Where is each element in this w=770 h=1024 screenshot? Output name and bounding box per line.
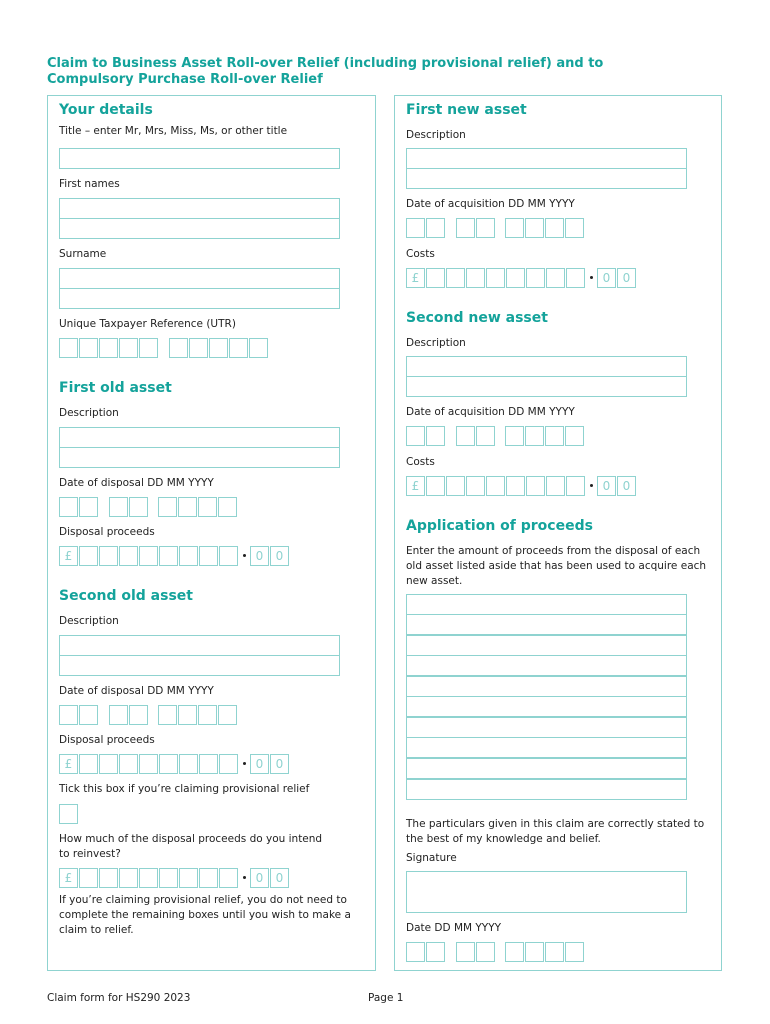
application-line[interactable] — [406, 614, 687, 635]
first-new-date-box[interactable] — [476, 218, 495, 238]
pence-zero: 0 — [617, 476, 636, 496]
signature-date-box[interactable] — [545, 942, 564, 962]
provisional-note-2: complete the remaining boxes until you wish to make a — [59, 909, 351, 921]
first-new-costs-box[interactable] — [446, 268, 465, 288]
decimal-point — [590, 484, 593, 487]
first-old-description-field-2[interactable] — [59, 447, 340, 468]
second-new-date-box[interactable] — [525, 426, 544, 446]
utr-digit-box[interactable] — [99, 338, 118, 358]
first-old-date-box[interactable] — [79, 497, 98, 517]
first-new-costs-box[interactable] — [526, 268, 545, 288]
second-old-proceeds-box[interactable] — [219, 754, 238, 774]
second-old-proceeds-box[interactable] — [159, 754, 178, 774]
footer-form-name: Claim form for HS290 2023 — [47, 992, 191, 1004]
first-new-costs-box[interactable] — [546, 268, 565, 288]
first-names-field-2[interactable] — [59, 218, 340, 239]
first-old-proceeds-box[interactable] — [219, 546, 238, 566]
pence-zero: 0 — [250, 546, 269, 566]
first-new-description-field-2[interactable] — [406, 168, 687, 189]
first-old-proceeds-label: Disposal proceeds — [59, 526, 155, 538]
application-text-1: Enter the amount of proceeds from the disposal of each — [406, 545, 701, 557]
second-old-date-box[interactable] — [109, 705, 128, 725]
application-line[interactable] — [406, 635, 687, 656]
application-line[interactable] — [406, 779, 687, 800]
utr-digit-box[interactable] — [209, 338, 228, 358]
reinvest-amount-box[interactable] — [99, 868, 118, 888]
provisional-relief-checkbox[interactable] — [59, 804, 78, 824]
first-old-date-box[interactable] — [178, 497, 197, 517]
provisional-relief-label: Tick this box if you’re claiming provisional relief — [59, 783, 310, 795]
declaration-2: the best of my knowledge and belief. — [406, 833, 601, 845]
utr-digit-box[interactable] — [139, 338, 158, 358]
signature-date-box[interactable] — [476, 942, 495, 962]
second-new-date-box[interactable] — [505, 426, 524, 446]
first-new-costs-box[interactable] — [486, 268, 505, 288]
first-old-description-label: Description — [59, 407, 119, 419]
pound-sign: £ — [59, 754, 78, 774]
first-old-date-label: Date of disposal DD MM YYYY — [59, 477, 214, 489]
first-old-date-box[interactable] — [158, 497, 177, 517]
first-old-proceeds-box[interactable] — [119, 546, 138, 566]
first-old-proceeds-box[interactable] — [179, 546, 198, 566]
second-old-date-box[interactable] — [198, 705, 217, 725]
application-line[interactable] — [406, 676, 687, 697]
second-new-asset-heading: Second new asset — [406, 310, 548, 326]
second-new-costs-box[interactable] — [446, 476, 465, 496]
reinvest-amount-box[interactable] — [219, 868, 238, 888]
application-text-2: old asset listed aside that has been used to acquire each — [406, 560, 707, 572]
signature-date-box[interactable] — [525, 942, 544, 962]
pence-zero: 0 — [250, 754, 269, 774]
first-old-proceeds-box[interactable] — [99, 546, 118, 566]
first-new-date-label: Date of acquisition DD MM YYYY — [406, 198, 575, 210]
pence-zero: 0 — [270, 754, 289, 774]
pound-sign: £ — [59, 868, 78, 888]
second-old-date-box[interactable] — [178, 705, 197, 725]
second-new-costs-box[interactable] — [466, 476, 485, 496]
pence-zero: 0 — [597, 268, 616, 288]
first-new-description-field-1[interactable] — [406, 148, 687, 169]
first-old-proceeds-box[interactable] — [199, 546, 218, 566]
first-old-description-field-1[interactable] — [59, 427, 340, 448]
utr-digit-box[interactable] — [59, 338, 78, 358]
second-old-description-label: Description — [59, 615, 119, 627]
first-new-costs-label: Costs — [406, 248, 435, 260]
second-new-date-label: Date of acquisition DD MM YYYY — [406, 406, 575, 418]
first-new-costs-box[interactable] — [566, 268, 585, 288]
first-new-date-box[interactable] — [525, 218, 544, 238]
pence-zero: 0 — [270, 546, 289, 566]
second-new-costs-label: Costs — [406, 456, 435, 468]
surname-field-2[interactable] — [59, 288, 340, 309]
first-old-proceeds-box[interactable] — [159, 546, 178, 566]
signature-date-box[interactable] — [406, 942, 425, 962]
second-new-costs-box[interactable] — [566, 476, 585, 496]
second-new-costs-box[interactable] — [526, 476, 545, 496]
decimal-point — [243, 762, 246, 765]
second-new-costs-box[interactable] — [506, 476, 525, 496]
first-new-date-box[interactable] — [426, 218, 445, 238]
utr-digit-box[interactable] — [119, 338, 138, 358]
second-old-proceeds-box[interactable] — [99, 754, 118, 774]
second-new-description-label: Description — [406, 337, 466, 349]
application-line[interactable] — [406, 696, 687, 717]
first-names-label: First names — [59, 178, 120, 190]
form-title: Claim to Business Asset Roll-over Relief (including provisional relief) and to Compulsory Purchase Roll-over Relief — [47, 56, 604, 87]
application-text-3: new asset. — [406, 575, 463, 587]
first-new-date-box[interactable] — [565, 218, 584, 238]
first-old-proceeds-box[interactable] — [139, 546, 158, 566]
first-new-costs-box[interactable] — [426, 268, 445, 288]
title-label: Title – enter Mr, Mrs, Miss, Ms, or other title — [59, 125, 288, 137]
pound-sign: £ — [59, 546, 78, 566]
second-new-date-box[interactable] — [426, 426, 445, 446]
surname-label: Surname — [59, 248, 107, 260]
second-old-proceeds-box[interactable] — [79, 754, 98, 774]
reinvest-label-2: to reinvest? — [59, 848, 121, 860]
second-new-date-box[interactable] — [545, 426, 564, 446]
signature-date-box[interactable] — [426, 942, 445, 962]
pound-sign: £ — [406, 268, 425, 288]
second-old-description-field-1[interactable] — [59, 635, 340, 656]
application-line[interactable] — [406, 717, 687, 738]
second-old-date-box[interactable] — [158, 705, 177, 725]
application-heading: Application of proceeds — [406, 518, 593, 534]
application-line[interactable] — [406, 655, 687, 676]
first-old-asset-heading: First old asset — [59, 380, 172, 396]
decimal-point — [243, 554, 246, 557]
utr-digit-box[interactable] — [249, 338, 268, 358]
second-old-proceeds-box[interactable] — [139, 754, 158, 774]
second-old-proceeds-label: Disposal proceeds — [59, 734, 155, 746]
signature-label: Signature — [406, 852, 457, 864]
reinvest-amount-box[interactable] — [79, 868, 98, 888]
footer-page-number: Page 1 — [368, 992, 404, 1004]
second-old-date-box[interactable] — [79, 705, 98, 725]
utr-digit-box[interactable] — [189, 338, 208, 358]
first-new-date-box[interactable] — [456, 218, 475, 238]
second-new-date-box[interactable] — [406, 426, 425, 446]
reinvest-label-1: How much of the disposal proceeds do you intend — [59, 833, 323, 845]
first-new-date-box[interactable] — [505, 218, 524, 238]
second-old-asset-heading: Second old asset — [59, 588, 193, 604]
reinvest-amount-box[interactable] — [139, 868, 158, 888]
second-new-date-box[interactable] — [476, 426, 495, 446]
second-old-proceeds-box[interactable] — [179, 754, 198, 774]
first-new-description-label: Description — [406, 129, 466, 141]
first-old-date-box[interactable] — [129, 497, 148, 517]
pound-sign: £ — [406, 476, 425, 496]
first-new-date-box[interactable] — [406, 218, 425, 238]
utr-label: Unique Taxpayer Reference (UTR) — [59, 318, 236, 330]
declaration-1: The particulars given in this claim are correctly stated to — [406, 818, 705, 830]
application-line[interactable] — [406, 737, 687, 758]
first-new-date-box[interactable] — [545, 218, 564, 238]
provisional-note-1: If you’re claiming provisional relief, you do not need to — [59, 894, 347, 906]
signature-date-box[interactable] — [456, 942, 475, 962]
second-old-description-field-2[interactable] — [59, 655, 340, 676]
reinvest-amount-box[interactable] — [119, 868, 138, 888]
provisional-note-3: claim to relief. — [59, 924, 134, 936]
second-new-date-box[interactable] — [456, 426, 475, 446]
second-new-description-field-1[interactable] — [406, 356, 687, 377]
first-old-date-box[interactable] — [109, 497, 128, 517]
first-new-asset-heading: First new asset — [406, 102, 527, 118]
first-names-field-1[interactable] — [59, 198, 340, 219]
first-old-date-box[interactable] — [59, 497, 78, 517]
second-new-costs-box[interactable] — [486, 476, 505, 496]
utr-digit-box[interactable] — [79, 338, 98, 358]
pence-zero: 0 — [270, 868, 289, 888]
second-old-proceeds-box[interactable] — [119, 754, 138, 774]
utr-digit-box[interactable] — [229, 338, 248, 358]
application-line[interactable] — [406, 758, 687, 779]
second-new-costs-box[interactable] — [546, 476, 565, 496]
pence-zero: 0 — [617, 268, 636, 288]
your-details-heading: Your details — [59, 102, 153, 118]
first-old-date-box[interactable] — [218, 497, 237, 517]
second-new-date-box[interactable] — [565, 426, 584, 446]
second-new-description-field-2[interactable] — [406, 376, 687, 397]
second-new-costs-box[interactable] — [426, 476, 445, 496]
signature-field[interactable] — [406, 871, 687, 913]
reinvest-amount-box[interactable] — [199, 868, 218, 888]
decimal-point — [590, 276, 593, 279]
surname-field-1[interactable] — [59, 268, 340, 289]
application-line[interactable] — [406, 594, 687, 615]
first-old-date-box[interactable] — [198, 497, 217, 517]
second-old-date-box[interactable] — [129, 705, 148, 725]
second-old-date-box[interactable] — [218, 705, 237, 725]
reinvest-amount-box[interactable] — [179, 868, 198, 888]
reinvest-amount-box[interactable] — [159, 868, 178, 888]
signature-date-box[interactable] — [565, 942, 584, 962]
decimal-point — [243, 876, 246, 879]
signature-date-box[interactable] — [505, 942, 524, 962]
pence-zero: 0 — [250, 868, 269, 888]
first-new-costs-box[interactable] — [506, 268, 525, 288]
utr-digit-box[interactable] — [169, 338, 188, 358]
second-old-date-box[interactable] — [59, 705, 78, 725]
pence-zero: 0 — [597, 476, 616, 496]
title-field[interactable] — [59, 148, 340, 169]
signature-date-label: Date DD MM YYYY — [406, 922, 502, 934]
second-old-date-label: Date of disposal DD MM YYYY — [59, 685, 214, 697]
first-new-costs-box[interactable] — [466, 268, 485, 288]
first-old-proceeds-box[interactable] — [79, 546, 98, 566]
second-old-proceeds-box[interactable] — [199, 754, 218, 774]
